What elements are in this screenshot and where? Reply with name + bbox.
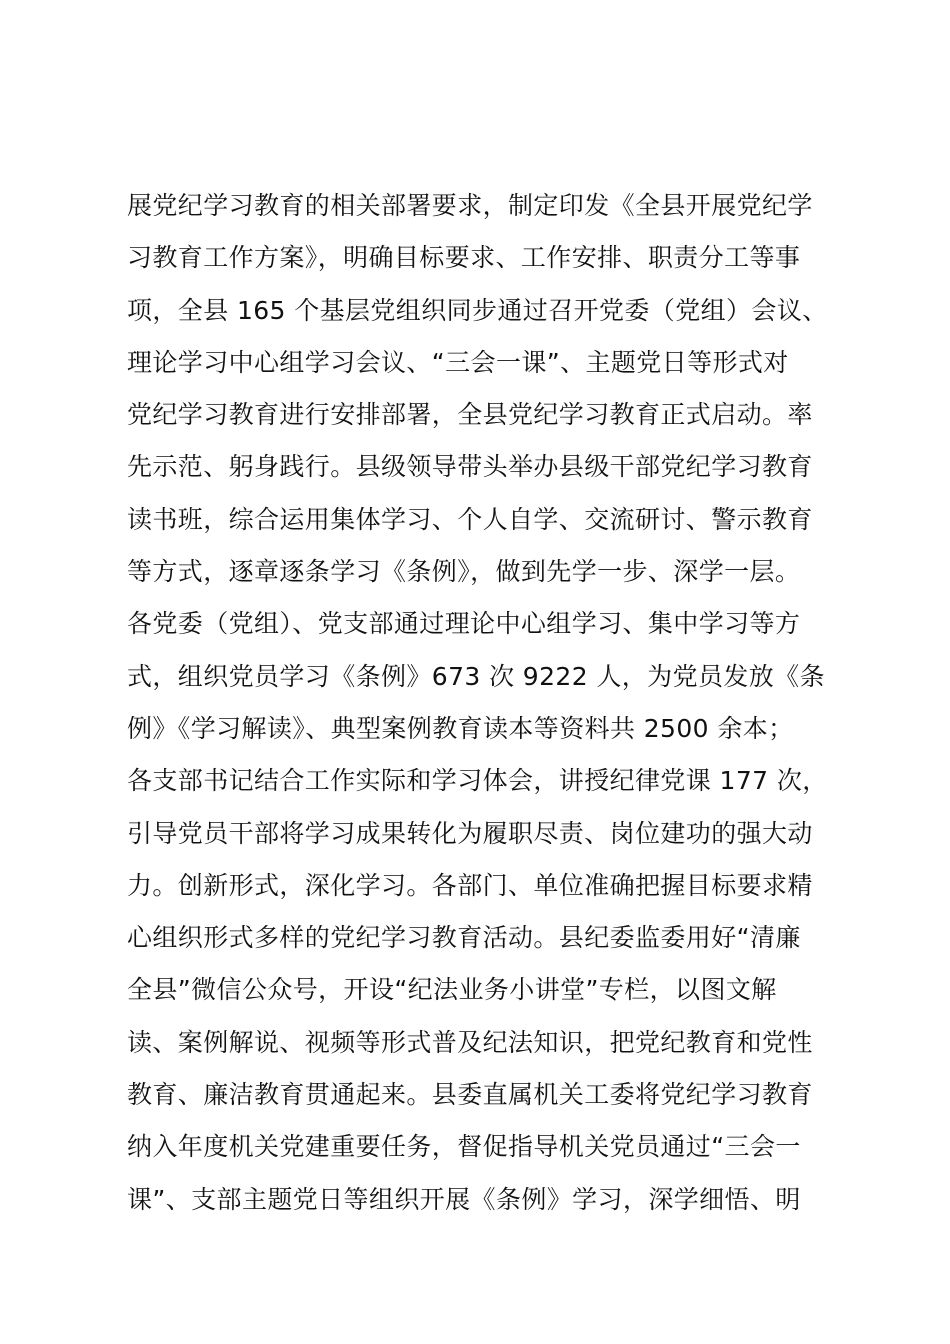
text-line: 各支部书记结合工作实际和学习体会，讲授纪律党课 177 次，: [127, 766, 828, 796]
text-line: 项，全县 165 个基层党组织同步通过召开党委（党组）会议、: [127, 295, 828, 325]
text-line: 全县”微信公众号，开设“纪法业务小讲堂”专栏，以图文解: [127, 975, 777, 1005]
text-line: 习教育工作方案》，明确目标要求、工作安排、职责分工等事: [127, 243, 801, 273]
text-line: 等方式，逐章逐条学习《条例》，做到先学一步、深学一层。: [127, 557, 801, 587]
text-line: 教育、廉洁教育贯通起来。县委直属机关工委将党纪学习教育: [127, 1080, 813, 1110]
text-line: 党纪学习教育进行安排部署，全县党纪学习教育正式启动。率: [127, 400, 813, 430]
text-line: 读、案例解说、视频等形式普及纪法知识，把党纪教育和党性: [127, 1027, 813, 1057]
text-line: 理论学习中心组学习会议、“三会一课”、主题党日等形式对: [127, 347, 789, 377]
text-line: 读书班，综合运用集体学习、个人自学、交流研讨、警示教育: [127, 504, 813, 534]
text-line: 课”、支部主题党日等组织开展《条例》学习，深学细悟、明: [127, 1184, 801, 1214]
text-line: 力。创新形式，深化学习。各部门、单位准确把握目标要求精: [127, 870, 813, 900]
document-body: [127, 180, 837, 1226]
text-line: 纳入年度机关党建重要任务，督促指导机关党员通过“三会一: [127, 1132, 801, 1162]
text-line: 例》《学习解读》、典型案例教育读本等资料共 2500 余本；: [127, 713, 794, 743]
text-line: 心组织形式多样的党纪学习教育活动。县纪委监委用好“清廉: [127, 923, 801, 953]
text-line: 引导党员干部将学习成果转化为履职尽责、岗位建功的强大动: [127, 818, 813, 848]
text-line: 先示范、躬身践行。县级领导带头举办县级干部党纪学习教育: [127, 452, 813, 482]
text-line: 式，组织党员学习《条例》673 次 9222 人，为党员发放《条: [127, 661, 825, 691]
text-line: 展党纪学习教育的相关部署要求，制定印发《全县开展党纪学: [127, 191, 813, 220]
text-line: 各党委（党组）、党支部通过理论中心组学习、集中学习等方: [127, 609, 801, 639]
